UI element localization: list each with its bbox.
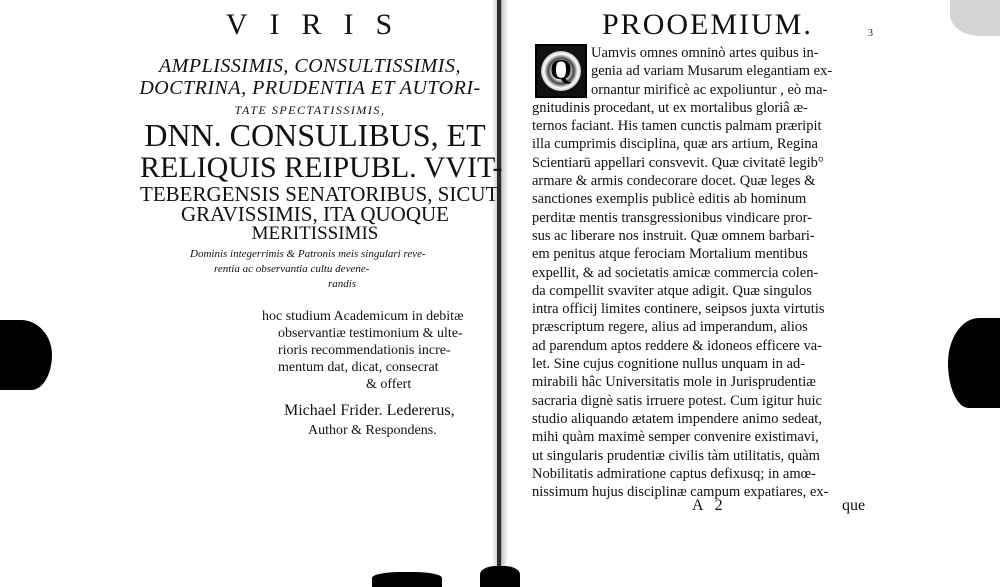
dnn-line: RELIQUIS REIPUBL. VVIT-: [140, 151, 503, 184]
author-role: Author & Respondens.: [308, 423, 437, 438]
body-line: ad parendum aptos reddere & idoneos efficere va-: [532, 337, 823, 354]
body-line: intra officij limites continere, seipsos juxta virtutis: [532, 301, 825, 318]
dedication-title: VIRIS: [225, 8, 415, 41]
body-line: sus ac liberare nos instruit. Quæ omnem barbari-: [532, 227, 815, 244]
body-line: genia ad variam Musarum elegantiam ex-: [591, 63, 833, 80]
body-line: Nobilitatis admiratione captus defixusq; in amœ-: [532, 465, 816, 482]
hoc-block: [262, 308, 490, 393]
dnn-line: DNN. CONSULIBUS, ET: [144, 117, 486, 153]
page-top-mark: 3: [868, 28, 873, 39]
body-line: gnitudinis procedant, ut ex mortalibus gloriâ æ-: [532, 99, 808, 116]
body-line: mihi quàm maximè semper convenire existimavi,: [532, 429, 819, 446]
dnn-block: [140, 117, 503, 244]
body-line: ut singularis prudentiæ civilis tàm utilitatis, quàm: [532, 447, 820, 464]
hoc-line: rioris recommendationis incre-: [278, 343, 451, 358]
body-line: perditæ mentis transgressionibus vindicare pror-: [532, 209, 812, 226]
body-line: Scientiarū appellari consvevit. Quæ civitatē legib°: [532, 154, 824, 171]
body-line: em penitus atque ferociam Mortalium mentibus: [532, 246, 808, 263]
scan-shadow-top-right: [950, 0, 1000, 36]
catchword: que: [842, 497, 866, 514]
body-line: sanctiones exemplis publicè editis ab hominum: [532, 191, 807, 208]
dnn-line: GRAVISSIMIS, ITA QUOQUE: [180, 202, 450, 226]
body-line: illa cumprimis disciplina, quæ ars artium, Regina: [532, 136, 818, 153]
body-line: da compellit svaviter atque adigit. Quæ singulos: [532, 282, 812, 299]
hoc-line: & offert: [366, 377, 412, 392]
body-line: studio aliquando ætatem impendere animo sedeat,: [532, 410, 822, 427]
author-block: [284, 401, 494, 441]
body-line: mirabili hâc Universitatis mole in Jurisprudentiæ: [532, 374, 816, 391]
dominis-line: randis: [328, 278, 357, 290]
dedication-line: DOCTRINA, PRUDENTIA ET AUTORI-: [139, 77, 481, 99]
body-line: Uamvis omnes omninò artes quibus in-: [591, 45, 819, 61]
scan-shadow-right: [948, 318, 1000, 408]
body-line: expellit, & ad societatis amicæ commercia colen-: [532, 264, 819, 281]
dominis-line: rentia ac observantia cultu devene-: [214, 263, 370, 275]
body-line: ternos faciant. His tamen cunctis palmam præripit: [532, 118, 822, 135]
dominis-line: Dominis integerrimis & Patronis meis singulari reve-: [190, 248, 426, 260]
dnn-line: MERITISSIMIS: [251, 223, 379, 244]
author-name: Michael Frider. Ledererus,: [284, 402, 455, 419]
dedication-line: TATE SPECTATISSIMIS,: [234, 103, 386, 117]
prooemium-body: [532, 44, 877, 501]
dnn-line: TEBERGENSIS SENATORIBUS, SICUT: [140, 182, 499, 206]
body-line: ornantur mirificè ac expoliuntur , eò ma-: [591, 81, 828, 98]
body-line: let. Sine cujus cognitione nullus unquam in ad-: [532, 356, 806, 373]
hoc-line: mentum dat, dicat, consecrat: [278, 360, 439, 375]
dedication-line: AMPLISSIMIS, CONSULTISSIMIS,: [159, 55, 461, 77]
dropcap-letter: Q: [550, 55, 572, 86]
body-line: sacraria dignè satis irruere potest. Cum igitur huic: [532, 392, 822, 409]
dominis-block: [190, 247, 490, 292]
body-line: præscriptum regere, alius ad imperandum, alios: [532, 319, 808, 336]
body-line: nissimum hujus disciplinæ campum expatiares, ex-: [532, 484, 829, 501]
prooemium-title: PROOEMIUM.: [602, 8, 813, 41]
signature-mark: A 2: [692, 497, 727, 514]
hoc-line: observantiæ testimonium & ulte-: [278, 326, 463, 341]
hoc-line: hoc studium Academicum in debitæ: [262, 309, 464, 324]
dedication-italic-block: [130, 55, 490, 121]
body-line: armare & armis condecorare docet. Quæ leges &: [532, 173, 816, 190]
